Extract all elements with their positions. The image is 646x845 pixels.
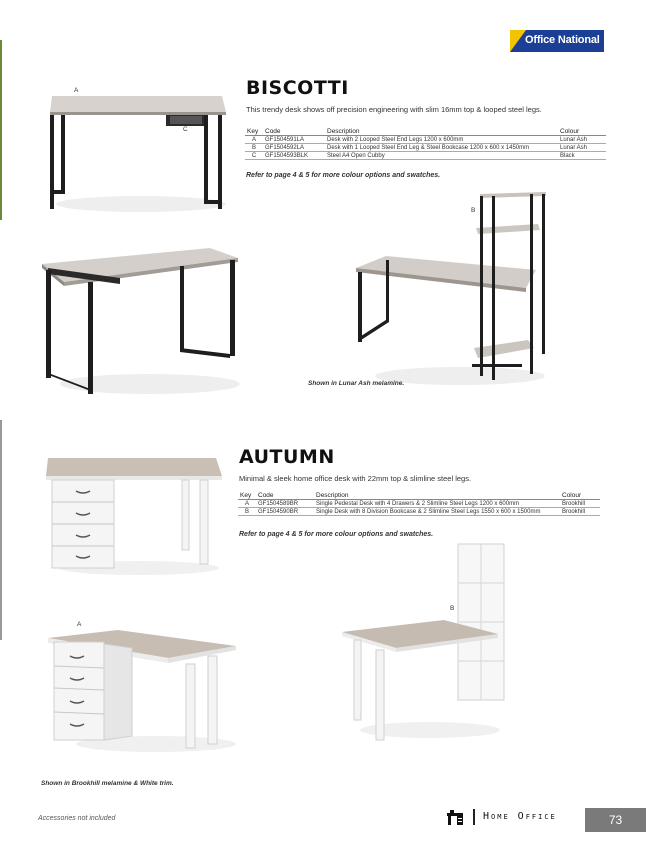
autumn-title: AUTUMN (239, 446, 335, 468)
logo-mark (510, 30, 526, 52)
row-colour: Black (558, 152, 606, 160)
table-row (245, 144, 606, 152)
desk-icon (446, 810, 464, 826)
row-key: B (238, 508, 256, 516)
row-description: Single Desk with 8 Division Bookcase & 2 Slimline Steel Legs 1550 x 600 x 1500mm (314, 508, 560, 516)
header-colour: Colour (558, 127, 606, 136)
table-header-row (245, 127, 606, 136)
header-code: Code (263, 127, 325, 136)
row-description: Steel A4 Open Cubby (325, 152, 558, 160)
row-code: GF1504589BR (256, 500, 314, 508)
row-description: Desk with 1 Looped Steel End Leg & Steel Bookcase 1200 x 600 x 1450mm (325, 144, 558, 152)
section-title-text: Home Office (483, 811, 557, 822)
row-colour: Lunar Ash (558, 136, 606, 144)
autumn-desk-b-image (340, 540, 508, 744)
autumn-desk-a-image (46, 628, 238, 752)
biscotti-label-b: B (471, 207, 476, 214)
table-row (245, 152, 606, 160)
row-colour: Lunar Ash (558, 144, 606, 152)
table-header-row (238, 491, 600, 500)
autumn-label-a: A (77, 621, 82, 628)
biscotti-desk-b-image (350, 188, 550, 388)
biscotti-title: BISCOTTI (246, 77, 349, 99)
row-code: GF1504593BLK (263, 152, 325, 160)
page-edge-mark (0, 40, 2, 220)
row-code: GF1504591LA (263, 136, 325, 144)
biscotti-desk-a-image (46, 92, 232, 214)
section-title (483, 811, 557, 822)
biscotti-spec-table (245, 127, 606, 160)
row-colour: Brookhill (560, 508, 600, 516)
logo-text: Office National (525, 34, 600, 46)
header-description: Description (325, 127, 558, 136)
biscotti-label-a: A (74, 87, 79, 94)
row-code: GF1504592LA (263, 144, 325, 152)
row-key: B (245, 144, 263, 152)
table-row (238, 508, 600, 516)
header-colour: Colour (560, 491, 600, 500)
header-code: Code (256, 491, 314, 500)
row-description: Desk with 2 Looped Steel End Legs 1200 x 600mm (325, 136, 558, 144)
office-national-logo (510, 30, 604, 52)
page-number: 73 (585, 808, 646, 832)
autumn-description: Minimal & sleek home office desk with 22mm top & slimline steel legs. (239, 474, 472, 483)
autumn-label-b: B (450, 605, 455, 612)
header-key: Key (245, 127, 263, 136)
row-key: A (245, 136, 263, 144)
table-row (238, 500, 600, 508)
biscotti-refer-note: Refer to page 4 & 5 for more colour options and swatches. (246, 172, 441, 179)
autumn-caption: Shown in Brookhill melamine & White trim. (41, 780, 174, 787)
row-colour: Brookhill (560, 500, 600, 508)
biscotti-description: This trendy desk shows off precision engineering with slim 16mm top & looped steel legs. (246, 105, 542, 114)
autumn-refer-note: Refer to page 4 & 5 for more colour options and swatches. (239, 531, 434, 538)
header-key: Key (238, 491, 256, 500)
biscotti-label-c: C (183, 126, 188, 133)
page-edge-mark (0, 420, 2, 640)
row-description: Single Pedestal Desk with 4 Drawers & 2 Slimline Steel Legs 1200 x 600mm (314, 500, 560, 508)
row-key: A (238, 500, 256, 508)
autumn-desk-front-image (44, 456, 226, 576)
footer-divider (473, 809, 475, 825)
row-code: GF1504590BR (256, 508, 314, 516)
row-key: C (245, 152, 263, 160)
header-description: Description (314, 491, 560, 500)
table-row (245, 136, 606, 144)
biscotti-desk-angled-image (40, 244, 240, 398)
biscotti-caption: Shown in Lunar Ash melamine. (308, 380, 405, 387)
autumn-spec-table (238, 491, 600, 516)
accessories-note: Accessories not included (38, 815, 116, 822)
